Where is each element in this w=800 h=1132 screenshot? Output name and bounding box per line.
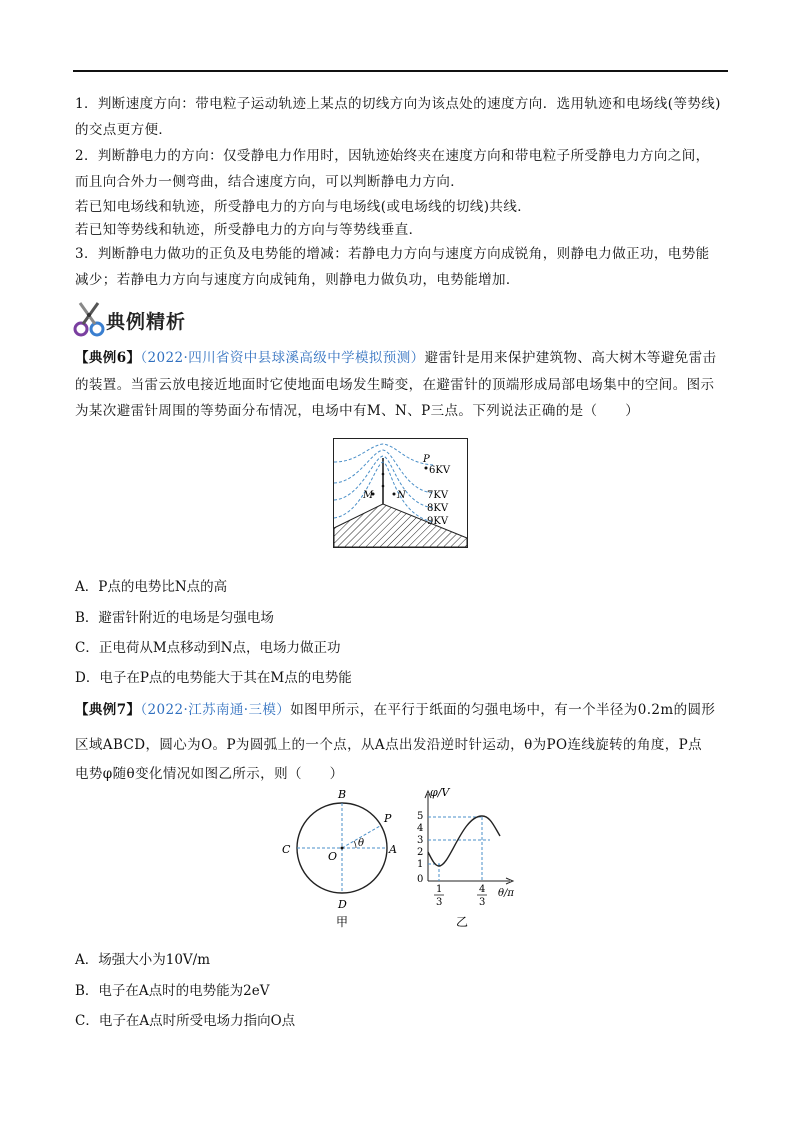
example7-line-2: 区域ABCD，圆心为O。P为圆弧上的一个点，从A点出发沿逆时针运动，θ为PO连线旋转的角度，P点 bbox=[75, 737, 703, 753]
example7-text-1: 如图甲所示，在平行于纸面的匀强电场中，有一个半径为0.2m的圆形 bbox=[290, 702, 716, 718]
example6-label: 【典例6】 bbox=[75, 350, 141, 366]
label-theta: θ bbox=[358, 838, 365, 849]
label-o: O bbox=[328, 850, 338, 863]
example7-line-1 bbox=[75, 700, 715, 720]
caption-jia: 甲 bbox=[336, 915, 349, 929]
example6-source: （2022·四川省资中县球溪高级中学模拟预测） bbox=[140, 350, 425, 366]
intro-line-6: 若已知等势线和轨迹，所受静电力的方向与等势线垂直． bbox=[75, 222, 423, 238]
point-n bbox=[393, 493, 396, 496]
example7-source: （2022·江苏南通·三模） bbox=[140, 702, 291, 718]
x-tick-1-num: 1 bbox=[436, 884, 443, 895]
example6-line-3: 为某次避雷针周围的等势面分布情况，电场中有M、N、P三点。下列说法正确的是（ ） bbox=[75, 403, 640, 419]
x-tick-2-num: 4 bbox=[479, 884, 486, 895]
example6-option-c: C．正电荷从M点移动到N点，电场力做正功 bbox=[75, 640, 341, 656]
y-tick-5: 5 bbox=[417, 811, 424, 822]
label-m: M bbox=[363, 490, 374, 501]
intro-line-8: 减少；若静电力方向与速度方向成钝角，则静电力做负功，电势能增加． bbox=[75, 272, 520, 288]
label-8kv: 8KV bbox=[427, 503, 449, 514]
label-p7: P bbox=[384, 812, 392, 825]
scissors-icon bbox=[72, 300, 108, 338]
point-p bbox=[425, 467, 428, 470]
label-p: P bbox=[423, 454, 430, 465]
example6-line-2: 的装置。当雷云放电接近地面时它使地面电场发生畸变，在避雷针的顶端形成局部电场集中的空间。图示 bbox=[75, 377, 715, 393]
intro-line-5: 若已知电场线和轨迹，所受静电力的方向与电场线(或电场线的切线)共线． bbox=[75, 199, 532, 215]
section-title: 典例精析 bbox=[106, 311, 187, 333]
x-tick-1-den: 3 bbox=[436, 897, 443, 908]
label-6kv: 6KV bbox=[429, 465, 451, 476]
potential-curve bbox=[428, 816, 500, 866]
label-a: A bbox=[389, 843, 397, 856]
label-d: D bbox=[338, 898, 347, 911]
example6-option-b: B．避雷针附近的电场是匀强电场 bbox=[75, 610, 274, 626]
y-tick-4: 4 bbox=[417, 823, 424, 834]
label-c: C bbox=[282, 843, 291, 856]
example6-line-1 bbox=[75, 348, 716, 368]
lightning-rod-figure bbox=[333, 438, 468, 548]
example7-option-b: B．电子在A点时的电势能为2eV bbox=[75, 983, 270, 999]
header-rule bbox=[73, 70, 728, 72]
potential-graph bbox=[410, 786, 540, 936]
intro-line-3: 2．判断静电力的方向：仅受静电力作用时，因轨迹始终夹在速度方向和带电粒子所受静电力方向之间， bbox=[75, 148, 710, 164]
label-7kv: 7KV bbox=[427, 490, 449, 501]
intro-line-2: 的交点更方便． bbox=[75, 122, 173, 138]
example7-label: 【典例7】 bbox=[75, 702, 141, 718]
y-axis-label: φ/V bbox=[430, 786, 450, 799]
y-tick-1: 1 bbox=[417, 859, 424, 870]
y-tick-0: 0 bbox=[417, 874, 424, 885]
x-tick-2-den: 3 bbox=[479, 897, 486, 908]
label-n: N bbox=[397, 490, 406, 501]
y-tick-3: 3 bbox=[417, 835, 424, 846]
label-9kv: 9KV bbox=[427, 516, 449, 527]
x-axis-label: θ/π bbox=[498, 888, 514, 899]
label-b: B bbox=[338, 788, 347, 801]
intro-line-1: 1．判断速度方向：带电粒子运动轨迹上某点的切线方向为该点处的速度方向．选用轨迹和电场线(等势线) bbox=[75, 96, 721, 112]
example7-option-a: A．场强大小为10V/m bbox=[75, 952, 211, 968]
intro-line-7: 3．判断静电力做功的正负及电势能的增减：若静电力方向与速度方向成锐角，则静电力做正功，电势能 bbox=[75, 246, 710, 262]
circle-figure bbox=[280, 786, 410, 936]
example7-option-c: C．电子在A点时所受电场力指向O点 bbox=[75, 1013, 296, 1029]
example6-option-a: A．P点的电势比N点的高 bbox=[75, 579, 228, 595]
intro-line-4: 而且向合外力一侧弯曲，结合速度方向，可以判断静电力方向． bbox=[75, 174, 465, 190]
example6-option-d: D．电子在P点的电势能大于其在M点的电势能 bbox=[75, 670, 352, 686]
y-tick-2: 2 bbox=[417, 847, 424, 858]
example6-text-1: 避雷针是用来保护建筑物、高大树木等避免雷击 bbox=[424, 350, 717, 366]
caption-yi: 乙 bbox=[456, 915, 469, 929]
example7-line-3: 电势φ随θ变化情况如图乙所示，则（ ） bbox=[75, 766, 344, 782]
